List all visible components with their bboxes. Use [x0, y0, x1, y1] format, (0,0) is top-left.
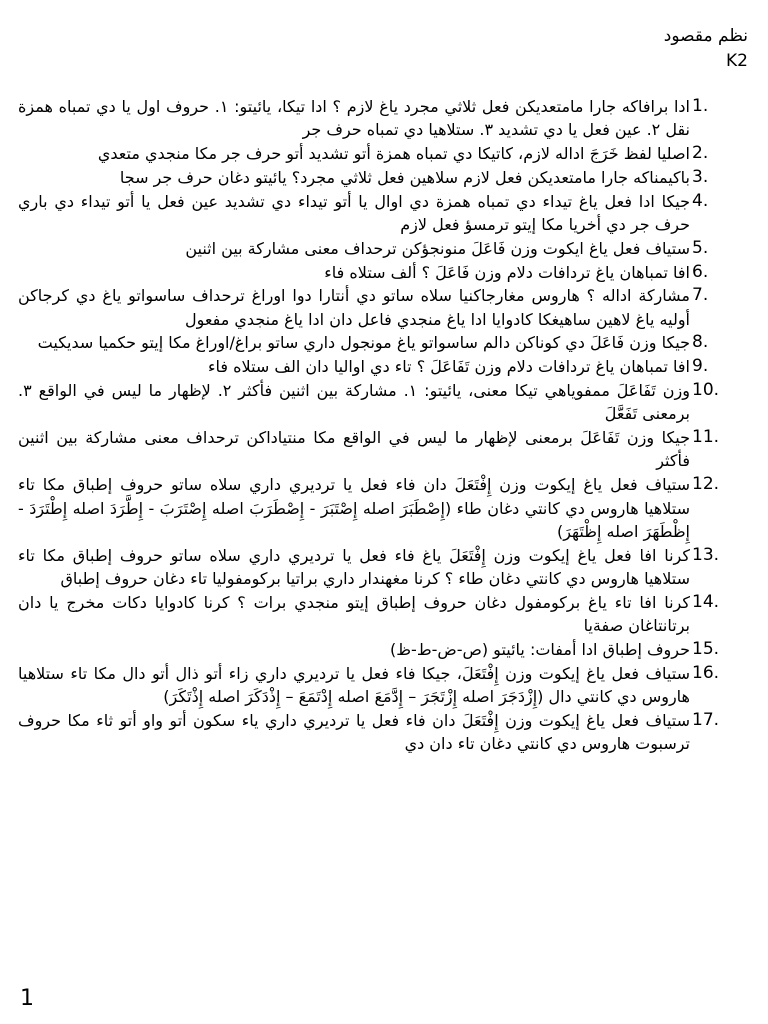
list-item-text: ستياف فعل ياغ ايكوت وزن فَاعَلَ منونجؤكن ترحداف معنى مشاركة بين اثنين	[185, 238, 690, 258]
list-item-text: كرنا افا فعل ياغ إيكوت وزن إِفْتَعَلَ ياغ فاء فعل يا ترديري داري سلاه ساتو حروف إطباق مكا تاء ستلاهيا هاروس دي كانتي دغان طاء ؟ كرنا مغهندار داري براتيا بركومفوليا تاء دغان حروف إطباق	[18, 545, 690, 588]
document-title: نظم مقصود	[663, 26, 748, 46]
list-item-text: جيكا وزن تَفَاعَلَ برمعنى لإظهار ما ليس في الواقع مكا منتياداكن ترحداف معنى مشاركة بين اثنين فأكثر	[18, 428, 690, 471]
list-item	[18, 95, 746, 142]
list-item	[18, 355, 746, 378]
list-item	[18, 190, 746, 237]
document-code: K2	[726, 51, 748, 71]
list-item	[18, 237, 746, 260]
list-item-number: 14.	[692, 591, 720, 612]
list-item-number: 16.	[692, 662, 720, 683]
list-item-text: ستياف فعل ياغ إيكوت وزن إِفْتَعَلَ، جيكا فاء فعل يا ترديري داري زاء أتو ذال أتو دال مكا تاء ستلاهيا هاروس دي كانتي دال (إِزْدَجَرَ اصله إِزْتَجَرَ – إِدَّمَعَ اصله إِدْتَمَعَ – إِذْدَكَرَ اصله إِذْتَكَرَ)	[18, 663, 690, 706]
list-item	[18, 166, 746, 189]
list-item	[18, 662, 746, 709]
list-item	[18, 261, 746, 284]
list-item-number: 11.	[692, 427, 720, 448]
list-item-text: باكيمناكه جارا مامتعديكن فعل لازم سلاهين فعل ثلاثي مجرد؟ يائيتو دغان حرف جر سجا	[119, 167, 690, 187]
list-item-number: 13.	[692, 544, 720, 565]
list-item-number: 17.	[692, 709, 720, 730]
page-number: 1	[20, 986, 34, 1011]
list-item-text: ستياف فعل ياغ إيكوت وزن إِفْتَعَلَ دان فاء فعل يا ترديري داري ياء سكون أتو واو أتو ثاء مكا حروف ترسبوت هاروس دي كانتي دغان تاء دان دي	[18, 710, 690, 754]
list-item	[18, 379, 746, 426]
list-item-number: 12.	[692, 474, 720, 495]
list-item	[18, 473, 746, 543]
numbered-list	[18, 95, 746, 756]
list-item-number: 3.	[692, 166, 709, 187]
list-item-text: اصليا لفظ خَرَجَ اداله لازم، كاتيكا دي تمباه همزة أتو تشديد أتو حرف جر مكا منجدي متعدي	[97, 144, 690, 164]
list-item-text: حروف إطباق ادا أمفات: يائيتو (ص-ض-ط-ظ)	[390, 639, 690, 659]
list-item-text: ادا برافاكه جارا مامتعديكن فعل ثلاثي مجرد ياغ لازم ؟ ادا تيكا، يائيتو: ١. حروف اول يا دي تمباه همزة نقل ٢. عين فعل يا دي تشديد ٣. ستلاهيا دي تمباه حرف جر	[18, 97, 691, 140]
list-item	[18, 426, 746, 473]
list-item-text: افا تمباهان ياغ تردافات دلام وزن فَاعَلَ ؟ ألف ستلاه فاء	[324, 262, 690, 282]
list-item-text: مشاركة اداله ؟ هاروس مغارجاكنيا سلاه ساتو دي أنتارا دوا اوراغ ترحداف ساسواتو ياغ دي كرجاكن أوليه ياغ لاهين ساهيغكا كادوايا ادا ياغ منجدي فاعل دان ادا ياغ منجدي مفعول	[18, 286, 690, 329]
list-item	[18, 331, 746, 354]
list-item-number: 2.	[692, 143, 709, 164]
list-item-number: 9.	[692, 356, 709, 377]
list-item-text: جيكا وزن فَاعَلَ دي كوناكن دالم ساسواتو ياغ مونجول داري ساتو براغ/اوراغ مكا إيتو حكميا سديكيت	[37, 333, 690, 353]
list-item-number: 5.	[692, 237, 709, 258]
list-item	[18, 591, 746, 638]
list-item-number: 10.	[692, 380, 720, 401]
list-item-text: كرنا افا تاء ياغ بركومفول دغان حروف إطباق إيتو منجدي برات ؟ كرنا كادوايا دكات مخرج يا دان برتانتاغان صفةيا	[18, 592, 690, 636]
list-item-text: جيكا ادا فعل ياغ تيداء دي تمباه همزة دي اوال يا أتو تيداء دي تشديد عين فعل يا أتو تيداء دي باري حرف جر دي أخريا مكا إيتو ترمسؤ فعل لازم	[18, 191, 690, 234]
list-item-text: ستياف فعل ياغ إيكوت وزن إِفْتَعَلَ دان فاء فعل يا ترديري داري سلاه ساتو حروف إطباق مكا تاء ستلاهيا هاروس دي كانتي دغان طاء (إِصْطَبَرَ اصله إِصْتَبَرَ - إِصْطَرَبَ اصله إِصْتَرَبَ - إِطَّرَدَ اصله إِطْتَرَدَ - إِظْطَهَرَ اصله إِظْتَهَرَ)	[18, 475, 690, 541]
list-item-text: وزن تَفَاعَلَ ممفوياهي تيكا معنى، يائيتو: ١. مشاركة بين اثنين فأكثر ٢. لإظهار ما ليس في الواقع ٣. برمعنى تَفَعَّلَ	[18, 381, 690, 424]
list-item-number: 1.	[692, 96, 709, 116]
list-item-number: 8.	[692, 332, 709, 353]
list-item	[18, 284, 746, 331]
list-item	[18, 709, 746, 756]
document-header	[664, 24, 748, 74]
list-item-number: 15.	[692, 638, 720, 659]
list-item	[18, 142, 746, 165]
list-item-number: 7.	[692, 285, 709, 306]
list-item	[18, 544, 746, 591]
list-item-text: افا تمباهان ياغ تردافات دلام وزن تَفَاعَلَ ؟ تاء دي اواليا دان الف ستلاه فاء	[208, 357, 690, 377]
list-item-number: 4.	[692, 190, 709, 211]
list-item-number: 6.	[692, 261, 709, 282]
list-item	[18, 638, 746, 661]
